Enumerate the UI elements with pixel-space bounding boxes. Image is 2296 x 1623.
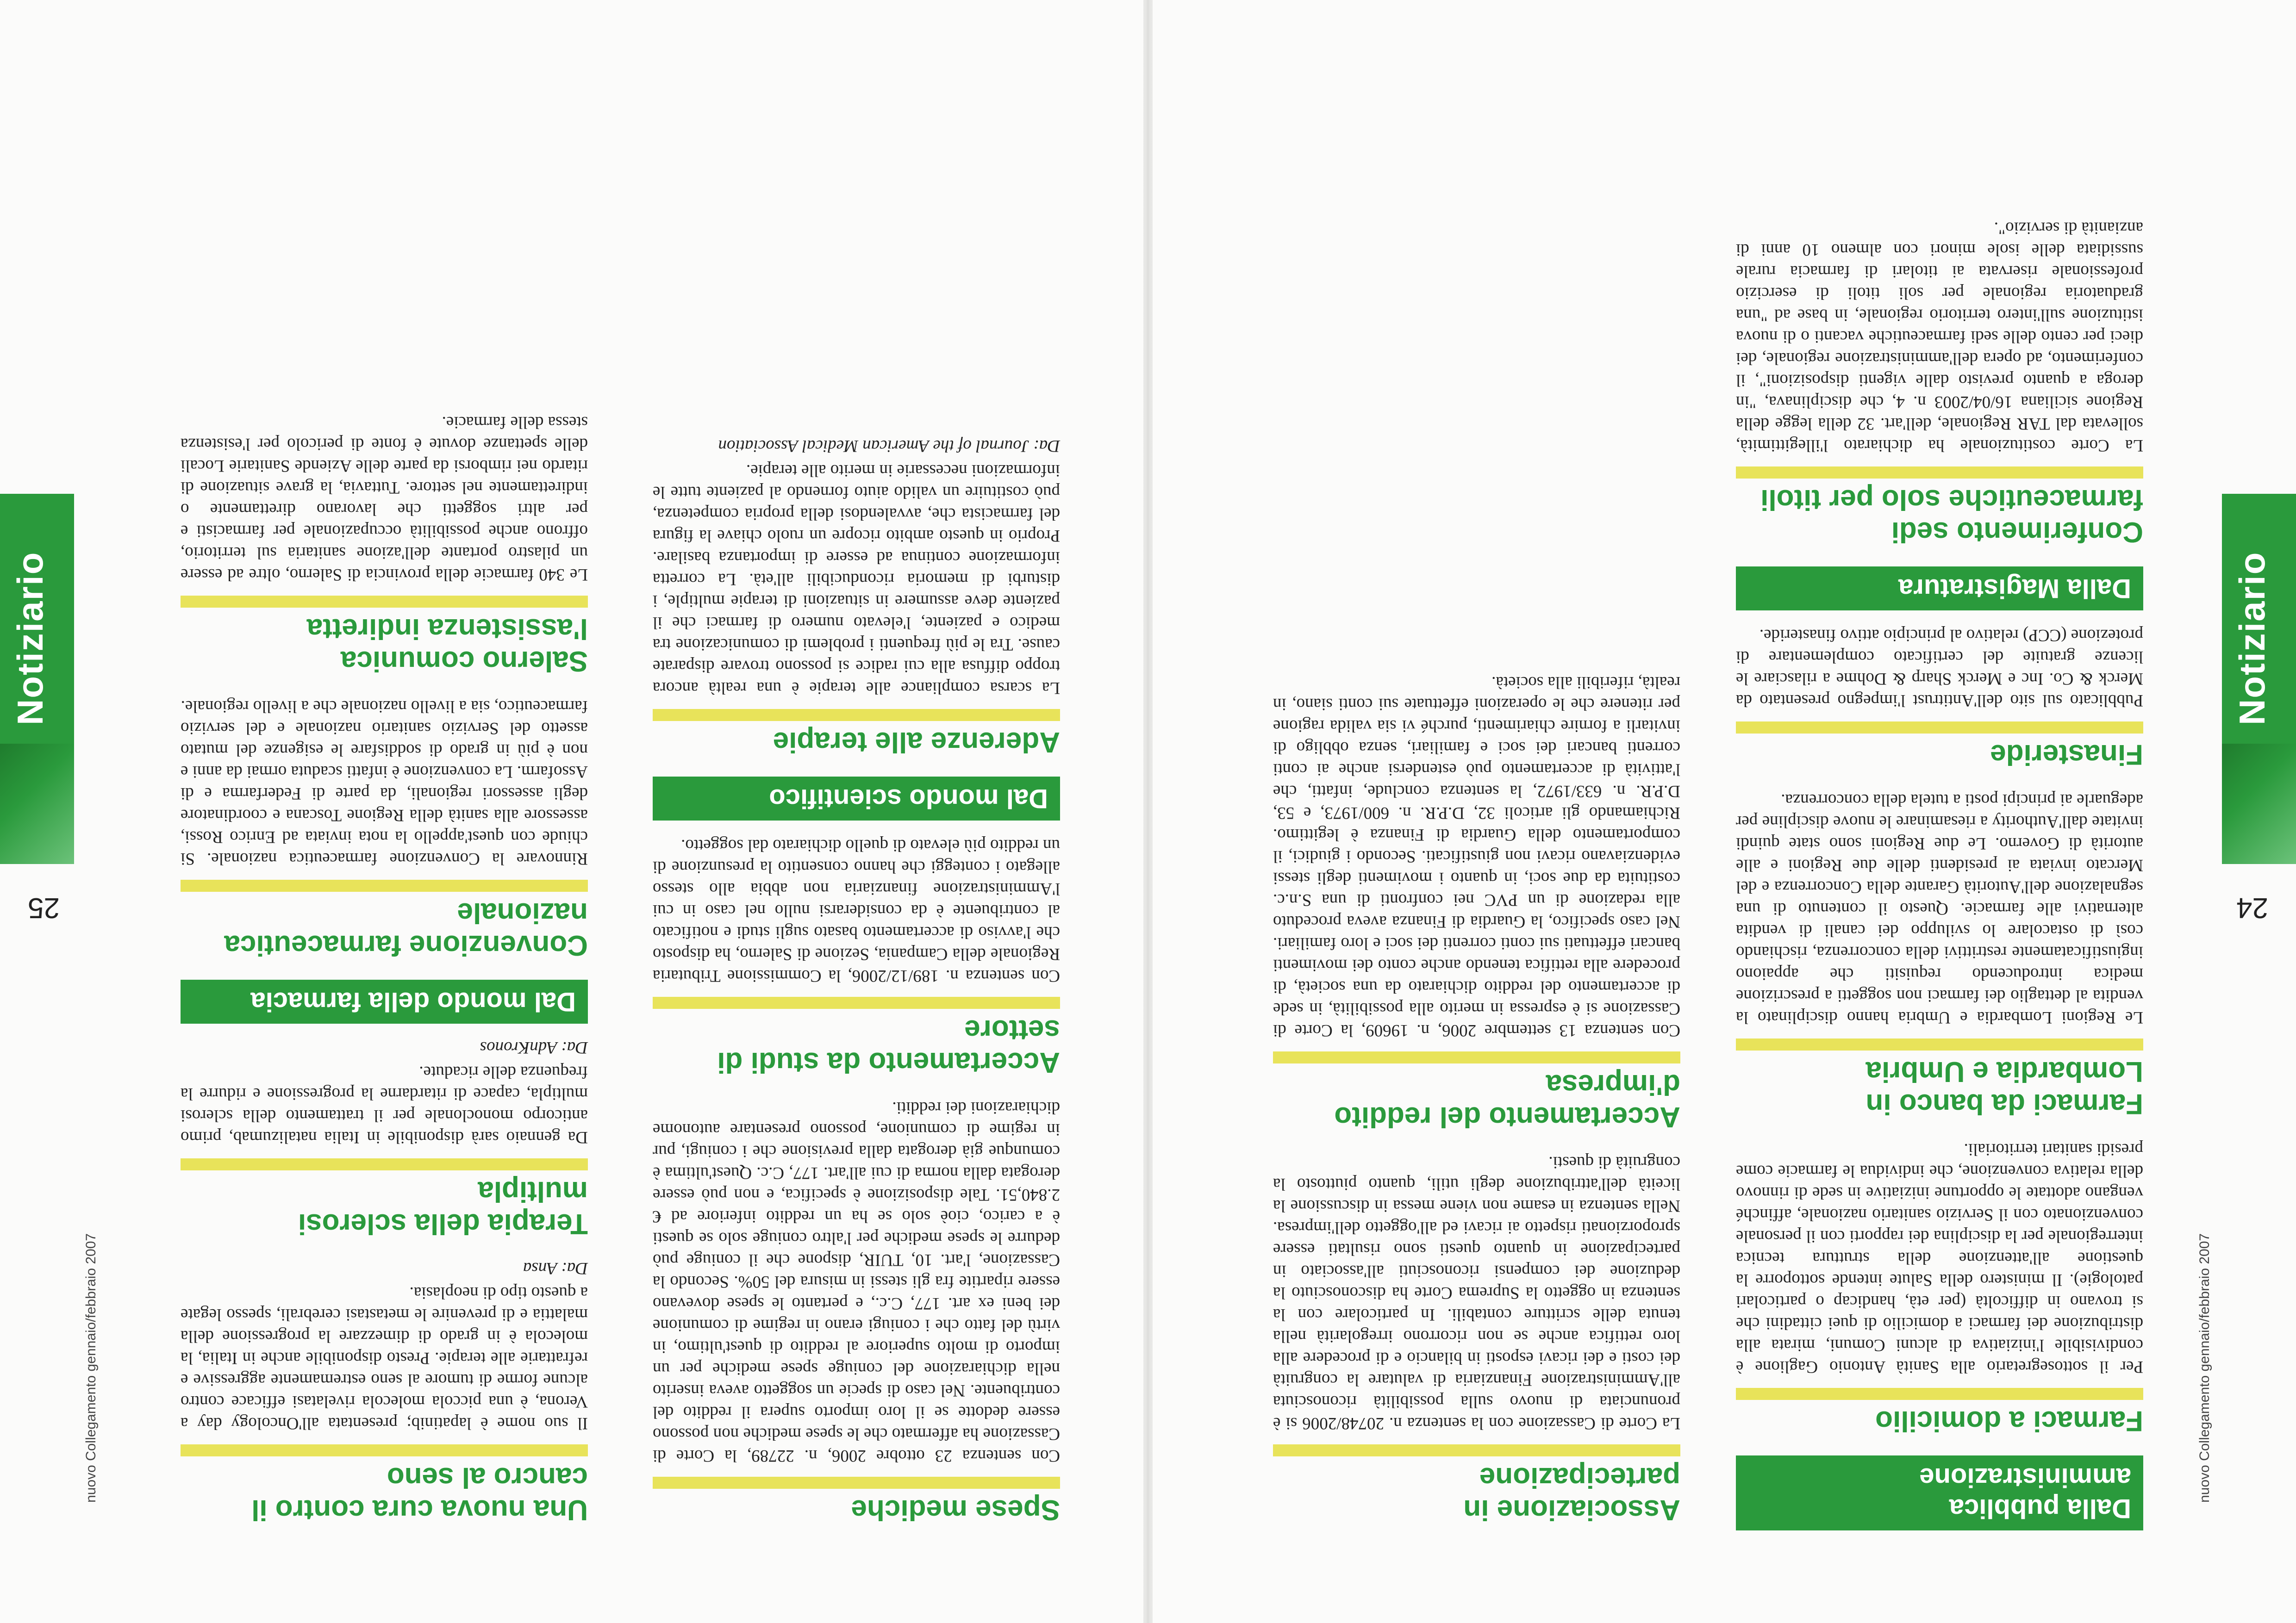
article xyxy=(1736,624,2143,771)
title-rule xyxy=(653,1477,1060,1489)
title-rule xyxy=(1273,1444,1680,1456)
article xyxy=(1736,789,2143,1120)
title-rule xyxy=(1736,1388,2143,1400)
article-title: Finasteride xyxy=(1990,739,2143,771)
title-rule xyxy=(1736,466,2143,479)
article xyxy=(1736,1138,2143,1437)
running-head: nuovo Collegamento gennaio/febbraio 2007 xyxy=(83,1233,99,1503)
article-title: Terapia della sclerosi multipla xyxy=(298,1175,588,1240)
article-title: Farmaci da banco in Lombardia e Umbria xyxy=(1866,1056,2143,1120)
article-title: Conferimento sedi farmaceutiche solo per titoli xyxy=(1760,484,2143,548)
article-body: La Corte di Cassazione con la sentenza n. 20748/2006 si è pronunciata di nuovo sulla possibilità riconosciuta all'Amministrazione Finanziaria di valutare la congruità dei costi e dei ricavi esposti in bilancio e di procedere alla loro rettifica anche se non ricorrono irregolarità nella tenuta delle scritture contabili. In particolare con la sentenza in oggetto la Suprema Corte ha disconosciuto la deduzione dei compensi riconosciuti all'associato in partecipazione in quanto questi sono risultati essere sproporzionati rispetto ai ricavi ed all'oggetto dell'impresa. Nella sentenza in esame non viene messa in discussione la liceità dell'attribuzione degli utili, quanto piuttosto la congruità di questi. xyxy=(1273,1153,1680,1433)
article-body: Le 340 farmacie della provincia di Salerno, oltre ad essere un pilastro portante dell'azione sanitaria sul territorio, offrono anche possibilità occupazionale per farmacisti e per altri soggetti che lavorano direttamente o indirettamente nel settore. Tuttavia, la grave situazione di ritardo nei rimborsi da parte delle Aziende Sanitarie Locali delle spettanze dovute è fonte di pericolo per l'esistenza stessa delle farmacie. xyxy=(181,413,588,584)
article xyxy=(181,1038,588,1240)
article-title: Spese mediche xyxy=(851,1494,1060,1526)
article-body: Con sentenza 23 ottobre 2006, n. 22789, la Corte di Cassazione ha affermato che le spese mediche non possono essere dedotte se il loro importo supera il reddito del contribuente. Nel caso di specie un soggetto aveva inserito nella dichiarazione del coniuge spese mediche per un importo di molto superiore al reddito di quest'ultimo, in virtù del fatto che i coniugi erano in regime di comunione dei beni ex art. 177, C.c., e pertanto le spese dovevano essere ripartite fra gli stessi in misura del 50%. Secondo la Cassazione, l'art. 10, TUIR, dispone che il coniuge può dedurre le spese mediche per l'altro coniuge solo se questi è a carico, cioè solo se ha un reddito inferiore ad € 2.840,51. Tale disposizione è specifica, e non può essere derogata dalla norma di cui all'art. 177, C.c. Quest'ultima è comunque già derogata dalla previsione che i coniugi, pur in regime di comunione, possono presentare autonome dichiarazioni dei redditi. xyxy=(653,1098,1060,1465)
article-title: Farmaci a domicilio xyxy=(1875,1405,2143,1437)
article-body: Con sentenza n. 189/12/2006, la Commissione Tributaria Regionale della Campania, Sezione di Salerno, ha disposto che l'avviso di accertamento basato sugli studi e notificato al contribuente è da considerarsi nullo nel caso in cui l'Amministrazione finanziaria non abbia allo stesso allegato i conteggi che hanno consentito la presunzione di un reddito più elevato di quello dichiarato dal soggetto. xyxy=(653,836,1060,985)
article xyxy=(653,436,1060,758)
article-source: Da: AdnKronos xyxy=(480,1038,588,1057)
article xyxy=(181,696,588,961)
article xyxy=(1736,217,2143,548)
section-heading: Dal mondo della farmacia xyxy=(181,980,588,1024)
title-rule xyxy=(653,709,1060,721)
article-body: Le Regioni Lombardia e Umbria hanno disciplinato la vendita al dettaglio dei farmaci non soggetti a prescrizione medica introducendo requisiti che appaiono ingiustificatamente restrittivi della concorrenza, rischiando così di ostacolare lo sviluppo dei canali di vendita alternativi alle farmacie. Questo il contenuto di una segnalazione dell'Autorità Garante della Concorrenza e del Mercato inviata ai presidenti delle due Regioni e alle autorità di Governo. Le due Regioni sono state quindi invitate dall'Authority a riesaminare le nuove discipline per adeguarle ai principi posti a tutela della concorrenza. xyxy=(1736,790,2143,1027)
title-rule xyxy=(181,1444,588,1456)
article-body: La Corte costituzionale ha dichiarato l'illegittimità, sollevata dal TAR Regionale, dell'art. 32 della legge della Regione siciliana 16/04/2003 n. 4, che disciplinava, "in deroga a quanto previsto dalle vigenti disposizioni", il conferimento, ad opera dell'amministrazione regionale, dei dieci per cento delle sedi farmaceutiche vacanti o di nuova istituzione sull'intero territorio regionale, in base ad "una graduatoria regionale per soli titoli di esercizio professionale riservata ai titolari di farmacia rurale sussidiata delle isole minori con almeno 10 anni di anzianità di servizio". xyxy=(1736,218,2143,455)
article-body: Con sentenza 13 settembre 2006, n. 19609, la Corte di Cassazione si è espressa in merito alla possibilità, in sede di accertamento del reddito dichiarato da una società, di procedere alla rettifica tenendo anche conto dei movimenti bancari effettuati sui conti correnti dei soci e loro familiari. Nel caso specifico, la Guardia di Finanza aveva proceduto alla redazione di un PVC nei confronti di una S.n.c. costituita da due soci, in quanto i movimenti degli stessi evidenziavano ricavi non giustificati. Secondo i giudici, il comportamento della Guardia di Finanza è legittimo. Richiamando gli articoli 32, D.P.R. n. 600/1973, e 53, D.P.R. n. 633/1972, la sentenza conclude, infatti, che l'attività di accertamento può estendersi anche ai conti correnti bancari dei soci e familiari, senza obbligo di invitarli a fornire chiarimenti, purché vi sia valida ragione per ritenere che le operazioni effettuate sui conti siano, in realtà, riferibili alla società. xyxy=(1273,673,1680,1040)
page-24 xyxy=(1153,0,2296,1623)
section-tab-label: Notiziario xyxy=(10,551,50,725)
article-body: Rinnovare la Convenzione farmaceutica nazionale. Si chiude con quest'appello la nota inviata ad Enrico Rossi, assessore alla sanità della Regione Toscana e coordinatore degli assessori regionali, da parte di Federfarma e di Assofarm. La convenzione è infatti scaduta ormai da anni e non è più in grado di soddisfare le esigenze del mutato assetto del Servizio sanitario nazionale e del servizio farmaceutico, sia a livello nazionale che a livello regionale. xyxy=(181,697,588,868)
article xyxy=(653,834,1060,1078)
article-title: Salerno comunica l'assistenza indiretta xyxy=(306,613,588,677)
column xyxy=(181,411,588,1544)
column xyxy=(653,436,1060,1544)
page-number: 25 xyxy=(28,892,60,924)
section-heading: Dal mondo scientifico xyxy=(653,777,1060,821)
section-heading: Dalla pubblica amministrazione xyxy=(1736,1455,2143,1530)
title-rule xyxy=(653,997,1060,1009)
title-rule xyxy=(181,596,588,608)
article-title: Accertamento da studi di settore xyxy=(717,1014,1060,1078)
title-rule xyxy=(1736,1038,2143,1051)
section-tab xyxy=(2222,494,2296,864)
article-source: Da: Journal of the American Medical Association xyxy=(718,436,1060,455)
title-rule xyxy=(1736,721,2143,734)
article xyxy=(1273,1151,1680,1526)
article-source: Da: Ansa xyxy=(523,1259,588,1278)
article xyxy=(181,411,588,677)
title-rule xyxy=(181,1158,588,1170)
page-25 xyxy=(0,0,1143,1623)
article-body: La scarsa compliance alle terapie è una realtà ancora troppo diffusa alla cui radice si possono trovare disparate cause. Tra le più frequenti i problemi di comunicazione tra medico e paziente, l'elevato numero di farmaci che il paziente deve assumere in situazioni di terapie multiple, i disturbi di memoria riconducibili all'età. La corretta informazione continua ad essere di importanza basilare. Proprio in questo ambito ricopre un ruolo chiave la figura del farmacista che, avvalendosi della propria competenza, può costituire un valido aiuto fornendo al paziente tutte le informazioni necessarie in merito alle terapie. xyxy=(653,461,1060,697)
title-rule xyxy=(181,880,588,892)
article-body: Per il sottosegretario alla Sanità Antonio Gaglione è condivisibile l'iniziativa di alcuni Comuni, mirata alla distribuzione dei farmaci a domicilio di quei cittadini che si trovano in difficoltà (per età, handicap o particolari patologie). Il ministero della Salute intende sottoporre la questione all'attenzione della struttura tecnica interregionale per la disciplina dei rapporti con il personale convenzionato con il Servizio sanitario nazionale, affinché vengano adottate le opportune iniziative in sede di rinnovo della relativa convenzione, che individua le farmacie come presidi sanitari territoriali. xyxy=(1736,1140,2143,1376)
tab-photo-icon xyxy=(0,744,74,864)
article xyxy=(653,1097,1060,1526)
running-head: nuovo Collegamento gennaio/febbraio 2007 xyxy=(2197,1233,2212,1503)
article-title: Accertamento del reddito d'impresa xyxy=(1334,1069,1680,1133)
article-title: Associazione in partecipazione xyxy=(1463,1461,1680,1526)
column xyxy=(1736,217,2143,1544)
tab-photo-icon xyxy=(2222,744,2296,864)
column xyxy=(1273,672,1680,1544)
page-number: 24 xyxy=(2236,892,2268,924)
article-title: Una nuova cura contro il cancro al seno xyxy=(251,1461,588,1526)
section-tab-label: Notiziario xyxy=(2232,551,2272,725)
article-body: Da gennaio sarà disponibile in Italia natalizumab, primo anticorpo monoclonale per il trattamento della sclerosi multipla, capace di ritardarne la progressione e ridurre la frequenza delle ricadute. xyxy=(181,1063,588,1147)
section-tab xyxy=(0,494,74,864)
article xyxy=(1273,672,1680,1133)
article-body: Il suo nome è lapatinib; presentata all'Oncology day a Verona, è una piccola molecola rivelatasi efficace contro alcune forme di tumore al seno estremamente aggressive e refrattarie alle terapie. Presto disponibile anche in Italia, la molecola è in grado di dimezzare la progressione della malattia e di prevenire le metastasi cerebrali, spesso legate a questo tipo di neoplasia. xyxy=(181,1283,588,1433)
article xyxy=(181,1258,588,1526)
title-rule xyxy=(1273,1051,1680,1063)
article-body: Pubblicato sul sito dell'Antitrust l'impegno presentato da Merck & Co. Inc e Merck Sharp & Dohme a rilasciare le licenze gratuite del certificato complementare di protezione (CCP) relativo al principio attivo finasteride. xyxy=(1736,626,2143,710)
section-heading: Dalla Magistratura xyxy=(1736,566,2143,610)
article-title: Aderenze alle terapie xyxy=(773,726,1060,758)
article-title: Convenzione farmaceutica nazionale xyxy=(224,897,588,961)
